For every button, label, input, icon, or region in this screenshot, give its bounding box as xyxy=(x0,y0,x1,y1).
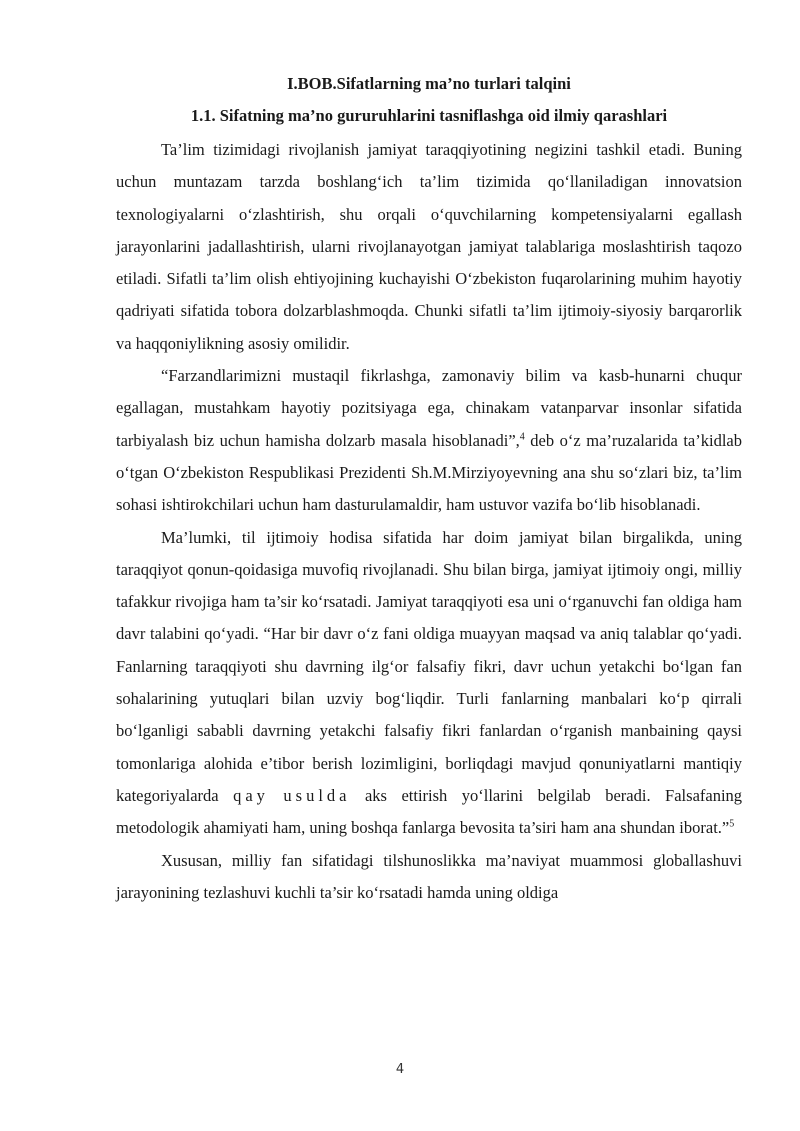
spaced-word-1: qay xyxy=(233,785,269,805)
footnote-ref-5[interactable]: 5 xyxy=(729,818,735,830)
document-page xyxy=(116,72,742,909)
quote-text: “Farzandlarimizni mustaqil fikrlashga, zamonaviy bilim va kasb-hunarni chuqur egallagan, mustahkam hayotiy pozitsiyaga ega, chinakam vatanparvar insonlar sifatida tarbiyalash biz uchun hamisha dolzarb masala hisoblanadi”, xyxy=(116,366,742,450)
spaced-word-2: usulda xyxy=(283,785,351,805)
section-title: 1.1. Sifatning ma’no gururuhlarini tasniflashga oid ilmiy qarashlari xyxy=(190,106,668,125)
paragraph-3-continuation: aks ettirish yo‘llarini belgilab beradi. Falsafaning metodologik ahamiyati ham, uning boshqa fanlarga bevosita ta’siri ham ana shundan iborat.” xyxy=(116,785,743,838)
page-number: 4 xyxy=(395,1062,405,1077)
chapter-title: I.BOB.Sifatlarning ma’no turlari talqini xyxy=(287,74,571,93)
paragraph-4: Xususan, milliy fan sifatidagi tilshunoslikka ma’naviyat muammosi globallashuvi jarayonining tezlashuvi kuchli ta’sir ko‘rsatadi hamda uning oldiga xyxy=(116,850,742,902)
paragraph-1: Ta’lim tizimidagi rivojlanish jamiyat taraqqiyotining negizini tashkil etadi. Buning uchun muntazam tarzda boshlang‘ich ta’lim tizimida qo‘llaniladigan innovatsion texnologiyalarni o‘zlashtirish, shu orqali o‘quvchilarning kompetensiyalarni egallash jarayonlarini jadallashtirish, ularni rivojlanayotgan jamiyat talablariga moslashtirish taqozo etiladi. Sifatli ta’lim olish ehtiyojining kuchayishi O‘zbekiston fuqarolarining muhim hayotiy qadriyati sifatida tobora dolzarblashmoqda. Chunki sifatli ta’lim ijtimoiy-siyosiy barqarorlik va haqqoniylikning asosiy omilidir. xyxy=(116,140,742,353)
paragraph-3 xyxy=(116,522,742,845)
footnote-ref-4[interactable]: 4 xyxy=(519,431,525,443)
paragraph-2-continuation: deb o‘z ma’ruzalarida ta’kidlab o‘tgan O‘zbekiston Respublikasi Prezidenti Sh.M.Mirziyoyevning ana shu so‘zlari biz, ta’lim sohasi ishtirokchilari uchun ham dasturulamaldir, ham ustuvor vazifa bo‘lib hisoblanadi. xyxy=(116,430,742,515)
paragraph-2 xyxy=(116,360,742,521)
paragraph-3-text: Ma’lumki, til ijtimoiy hodisa sifatida har doim jamiyat bilan birgalikda, uning taraqqiyot qonun-qoidasiga muvofiq rivojlanadi. Shu bilan birga, jamiyat ijtimoiy ongi, milliy tafakkur rivojiga ham ta’sir ko‘rsatadi. Jamiyat taraqqiyoti esa uni o‘rganuvchi fan oldiga ham davr talabini qo‘yadi. “Har bir davr o‘z fani oldiga muayyan maqsad va aniq talablar qo‘yadi. Fanlarning taraqqiyoti shu davrning ilg‘or falsafiy fikri, davr uchun yetakchi bo‘lgan fan sohalarining yutuqlari bilan uzviy bog‘liqdir. Turli fanlarning manbalari ko‘p qirrali bo‘lganligi sababli davrning yetakchi falsafiy fikri fanlardan o‘rganish manbaining qaysi tomonlariga alohida e’tibor berish lozimligini, borliqdagi mavjud qonuniyatlarni mantiqiy kategoriyalarda xyxy=(116,527,742,805)
